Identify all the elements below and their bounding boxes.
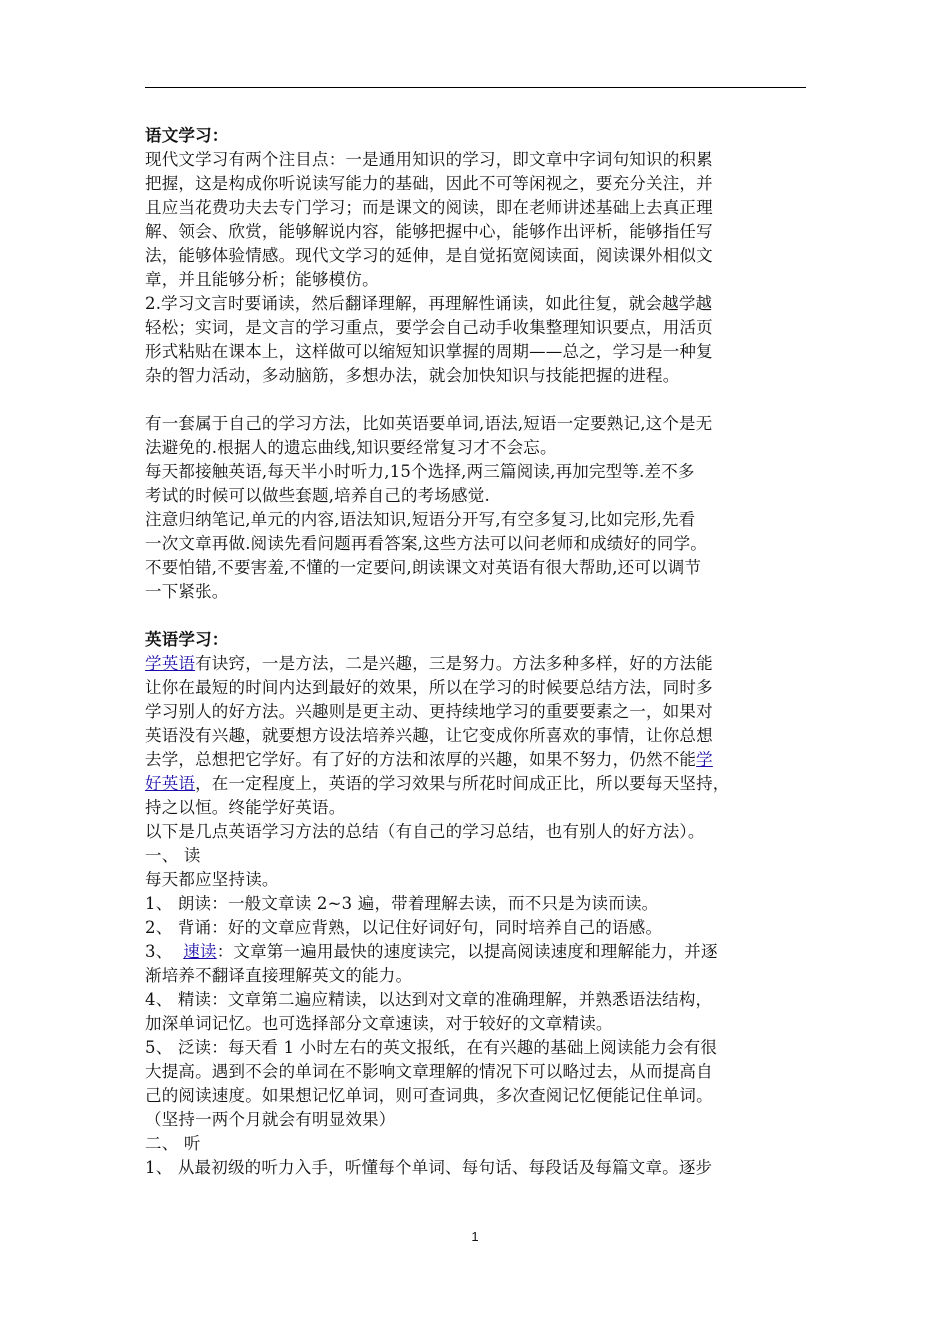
english-line-text: 有诀窍，一是方法，二是兴趣，三是努力。方法多种多样，好的方法能 [195, 654, 713, 673]
english-heading: 英语学习： [145, 630, 229, 649]
chinese-line: 现代文学习有两个注目点：一是通用知识的学习，即文章中字词句知识的积累 [145, 150, 713, 169]
list-item-number: 3、 [145, 942, 184, 961]
spacer [145, 604, 815, 628]
method-line: 一下紧张。 [145, 582, 229, 601]
chinese-line: 法，能够体验情感。现代文学习的延伸，是自觉拓宽阅读面，阅读课外相似文 [145, 246, 713, 265]
read-heading: 一、 读 [145, 846, 201, 865]
learn-english-link[interactable]: 学英语 [145, 654, 196, 673]
chinese-line: 章，并且能够分析；能够模仿。 [145, 270, 379, 289]
read-intro: 每天都应坚持读。 [145, 870, 279, 889]
english-line [145, 772, 815, 796]
list-item [145, 940, 815, 964]
list-item-continued: 大提高。遇到不会的单词在不影响文章理解的情况下可以略过去，从而提高自 [145, 1062, 713, 1081]
english-line-text: 去学，总想把它学好。有了好的方法和浓厚的兴趣，如果不努力，仍然不能 [145, 750, 697, 769]
english-line [145, 652, 815, 676]
english-line-text: ，在一定程度上，英语的学习效果与所花时间成正比，所以要每天坚持， [195, 774, 730, 793]
list-item-continued: （坚持一两个月就会有明显效果） [145, 1110, 396, 1129]
english-line: 学习别人的好方法。兴趣则是更主动、更持续地学习的重要要素之一，如果对 [145, 702, 713, 721]
page-number: 1 [471, 1229, 479, 1244]
chinese-line: 且应当花费功夫去专门学习；而是课文的阅读，即在老师讲述基础上去真正理 [145, 198, 713, 217]
chinese-line: 杂的智力活动，多动脑筋，多想办法，就会加快知识与技能把握的进程。 [145, 366, 680, 385]
english-line: 持之以恒。终能学好英语。 [145, 798, 346, 817]
list-item-text: ：文章第一遍用最快的速度读完，以提高阅读速度和理解能力，并逐 [216, 942, 718, 961]
list-item-continued: 己的阅读速度。如果想记忆单词，则可查词典，多次查阅记忆便能记住单词。 [145, 1086, 713, 1105]
list-item: 2、 背诵：好的文章应背熟，以记住好词好句，同时培养自己的语感。 [145, 918, 663, 937]
english-line [145, 748, 815, 772]
method-line: 考试的时候可以做些套题,培养自己的考场感觉. [145, 486, 490, 505]
method-line: 一次文章再做.阅读先看问题再看答案,这些方法可以问老师和成绩好的同学。 [145, 534, 707, 553]
spacer [145, 388, 815, 412]
method-line: 注意归纳笔记,单元的内容,语法知识,短语分开写,有空多复习,比如完形,先看 [145, 510, 696, 529]
chinese-line: 形式粘贴在课本上，这样做可以缩短知识掌握的周期——总之，学习是一种复 [145, 342, 713, 361]
list-item: 1、 从最初级的听力入手，听懂每个单词、每句话、每段话及每篇文章。逐步 [145, 1158, 713, 1177]
learn-well-english-link[interactable]: 好英语 [145, 774, 196, 793]
chinese-line: 解、领会、欣赏，能够解说内容，能够把握中心，能够作出评析，能够指任写 [145, 222, 713, 241]
chinese-line: 轻松；实词，是文言的学习重点，要学会自己动手收集整理知识要点，用活页 [145, 318, 713, 337]
list-item: 1、 朗读：一般文章读 2~3 遍，带着理解去读，而不只是为读而读。 [145, 894, 659, 913]
document-body [145, 124, 815, 1180]
method-line: 不要怕错,不要害羞,不懂的一定要问,朗读课文对英语有很大帮助,还可以调节 [145, 558, 702, 577]
chinese-heading: 语文学习： [145, 126, 229, 145]
list-item-continued: 渐培养不翻译直接理解英文的能力。 [145, 966, 413, 985]
english-line: 让你在最短的时间内达到最好的效果，所以在学习的时候要总结方法，同时多 [145, 678, 713, 697]
list-item: 4、 精读：文章第二遍应精读，以达到对文章的准确理解，并熟悉语法结构， [145, 990, 713, 1009]
list-item: 5、 泛读：每天看 1 小时左右的英文报纸，在有兴趣的基础上阅读能力会有很 [145, 1038, 718, 1057]
method-line: 法避免的.根据人的遗忘曲线,知识要经常复习才不会忘。 [145, 438, 557, 457]
chinese-line: 2.学习文言时要诵读，然后翻译理解，再理解性诵读，如此往复，就会越学越 [145, 294, 713, 313]
chinese-line: 把握，这是构成你听说读写能力的基础，因此不可等闲视之，要充分关注，并 [145, 174, 713, 193]
method-line: 有一套属于自己的学习方法，比如英语要单词,语法,短语一定要熟记,这个是无 [145, 414, 713, 433]
learn-well-english-link[interactable]: 学 [696, 750, 713, 769]
header-rule [145, 87, 806, 88]
english-line: 英语没有兴趣，就要想方设法培养兴趣，让它变成你所喜欢的事情，让你总想 [145, 726, 713, 745]
method-line: 每天都接触英语,每天半小时听力,15个选择,两三篇阅读,再加完型等.差不多 [145, 462, 695, 481]
summary-intro: 以下是几点英语学习方法的总结（有自己的学习总结，也有别人的好方法）。 [145, 822, 705, 841]
speed-reading-link[interactable]: 速读 [183, 942, 217, 961]
listen-heading: 二、 听 [145, 1134, 201, 1153]
list-item-continued: 加深单词记忆。也可选择部分文章速读，对于较好的文章精读。 [145, 1014, 613, 1033]
